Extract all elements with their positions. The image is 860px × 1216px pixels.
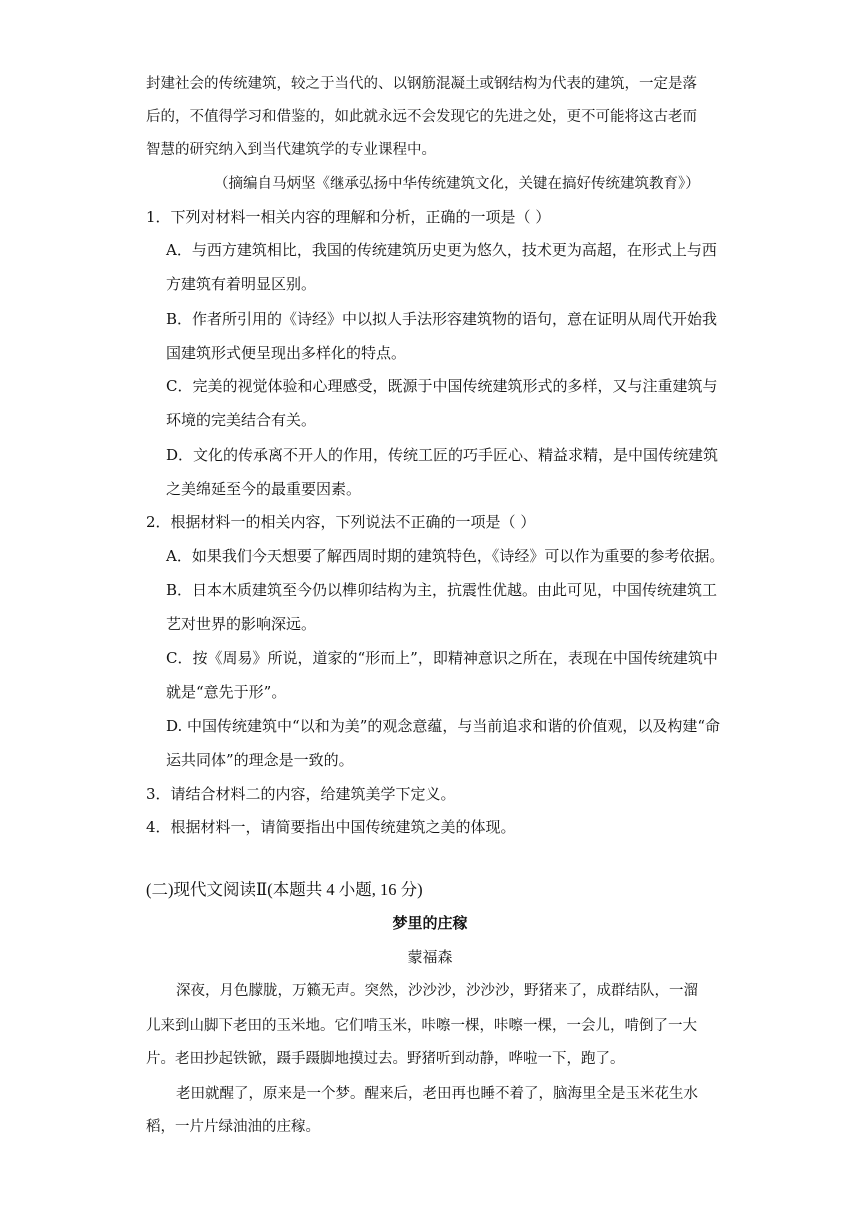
section-heading: (二)现代文阅读Ⅱ(本题共 4 小题, 16 分): [146, 880, 423, 899]
q2-option-c-line-1: C．按《周易》所说，道家的“形而上”，即精神意识之所在，表现在中国传统建筑中: [166, 649, 718, 667]
story-line-5: 稻，一片片绿油油的庄稼。: [146, 1119, 320, 1135]
q1-option-d-line-1: D．文化的传承离不开人的作用，传统工匠的巧手匠心、精益求精，是中国传统建筑: [166, 446, 719, 464]
q2-option-a-line-1: A．如果我们今天想要了解西周时期的建筑特色，《诗经》可以作为重要的参考依据。: [166, 547, 725, 565]
question-1-stem: 1．下列对材料一相关内容的理解和分析，正确的一项是（ ）: [146, 208, 551, 226]
story-line-4: 老田就醒了，原来是一个梦。醒来后，老田再也睡不着了，脑海里全是玉米花生水: [176, 1086, 698, 1102]
question-4: 4．根据材料一，请简要指出中国传统建筑之美的体现。: [146, 818, 516, 836]
story-title: 梦里的庄稼: [392, 914, 468, 932]
question-3: 3．请结合材料二的内容，给建筑美学下定义。: [146, 785, 456, 803]
intro-line-1: 封建社会的传统建筑，较之于当代的、以钢筋混凝土或钢结构为代表的建筑，一定是落: [146, 76, 697, 92]
question-2-stem: 2．根据材料一的相关内容，下列说法不正确的一项是（ ）: [146, 513, 536, 531]
q1-option-c-line-1: C．完美的视觉体验和心理感受，既源于中国传统建筑形式的多样，又与注重建筑与: [166, 377, 718, 395]
intro-line-3: 智慧的研究纳入到当代建筑学的专业课程中。: [146, 142, 436, 158]
q1-option-b-line-1: B．作者所引用的《诗经》中以拟人手法形容建筑物的语句，意在证明从周代开始我: [166, 310, 718, 328]
q1-option-a-line-2: 方建筑有着明显区别。: [166, 275, 317, 293]
q1-option-d-line-2: 之美绵延至今的最重要因素。: [166, 480, 362, 498]
q1-option-b-line-2: 国建筑形式便呈现出多样化的特点。: [166, 344, 407, 362]
q2-option-d-line-1: D. 中国传统建筑中“以和为美”的观念意蕴，与当前追求和谐的价值观，以及构建“命: [166, 717, 721, 735]
intro-line-2: 后的，不值得学习和借鉴的，如此就永远不会发现它的先进之处，更不可能将这古老而: [146, 109, 697, 125]
story-line-3: 片。老田抄起铁锨，蹑手蹑脚地摸过去。野猪听到动静，哗啦一下，跑了。: [146, 1051, 625, 1067]
source-citation: （摘编自马炳坚《继承弘扬中华传统建筑文化，关键在搞好传统建筑教育》）: [214, 176, 700, 192]
story-line-2: 儿来到山脚下老田的玉米地。它们啃玉米，咔嚓一棵，咔嚓一棵，一会儿，啃倒了一大: [146, 1018, 697, 1034]
q2-option-b-line-2: 艺对世界的影响深远。: [166, 615, 317, 633]
q2-option-c-line-2: 就是“意先于形”。: [166, 683, 287, 701]
q2-option-b-line-1: B．日本木质建筑至今仍以榫卯结构为主，抗震性优越。由此可见，中国传统建筑工: [166, 581, 718, 599]
story-line-1: 深夜，月色朦胧，万籁无声。突然，沙沙沙，沙沙沙，野猪来了，成群结队，一溜: [176, 983, 698, 999]
q1-option-c-line-2: 环境的完美结合有关。: [166, 411, 317, 429]
q1-option-a-line-1: A．与西方建筑相比，我国的传统建筑历史更为悠久，技术更为高超，在形式上与西: [166, 241, 717, 259]
q2-option-d-line-2: 运共同体”的理念是一致的。: [166, 751, 354, 769]
story-author: 蒙福森: [407, 948, 453, 966]
